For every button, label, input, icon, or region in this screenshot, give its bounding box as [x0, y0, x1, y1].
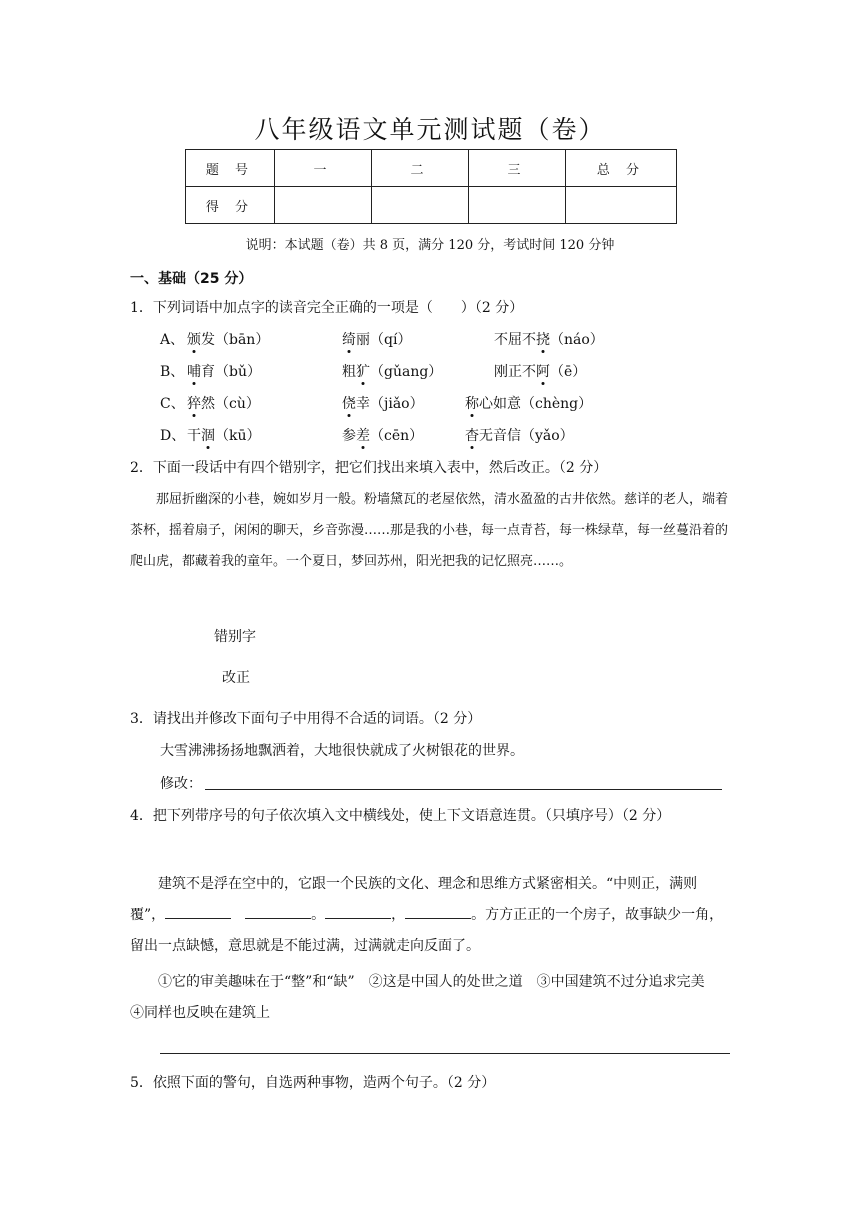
- score-cell: 三: [469, 150, 566, 187]
- score-input-cell[interactable]: [275, 187, 372, 224]
- passage-part-2: 。方方正正的一个房子，故事缺少一角，留出一点缺憾，意思就是不能过满，过满就走向反面了。: [130, 907, 724, 954]
- option-word: 刚正不阿（ē）: [494, 364, 587, 380]
- passage-part-1: 建筑不是浮在空中的，它跟一个民族的文化、理念和思维方式紧密相关。“中则正，满则覆”，: [130, 876, 698, 923]
- score-input-cell[interactable]: [566, 187, 677, 224]
- page-title: 八年级语文单元测试题（卷）: [254, 115, 606, 144]
- score-table-score-row: [186, 187, 677, 224]
- option-word: 绮丽（qí）: [342, 332, 412, 348]
- question-4-options: ①它的审美趣味在于“整”和“缺” ②这是中国人的处世之道 ③中国建筑不过分追求完美 ④同样也反映在建筑上: [130, 974, 719, 1021]
- option-word: 猝然（cù）: [187, 396, 260, 412]
- option-label[interactable]: B、: [160, 364, 185, 380]
- option-word: 干涸（kū）: [187, 428, 261, 444]
- score-cell: 得 分: [186, 187, 275, 224]
- question-4-stem: 4．把下列带序号的句子依次填入文中横线处，使上下文语意连贯。（只填序号）（2 分）: [130, 808, 671, 824]
- question-2-stem: 2．下面一段话中有四个错别字，把它们找出来填入表中，然后改正。（2 分）: [130, 460, 608, 476]
- blank[interactable]: [405, 906, 471, 919]
- score-cell: 二: [372, 150, 469, 187]
- score-cell: 一: [275, 150, 372, 187]
- option-word: 杳无音信（yǎo）: [465, 428, 574, 444]
- option-label[interactable]: A、: [160, 332, 185, 348]
- score-cell: 题 号: [186, 150, 275, 187]
- answer-line[interactable]: [160, 1053, 730, 1054]
- fix-char-label: 改正: [222, 670, 250, 686]
- score-table: [185, 149, 677, 224]
- score-table-header-row: [186, 150, 677, 187]
- question-3-stem: 3．请找出并修改下面句子中用得不合适的词语。（2 分）: [130, 711, 482, 727]
- answer-line[interactable]: [205, 789, 722, 790]
- question-4-passage: 建筑不是浮在空中的，它跟一个民族的文化、理念和思维方式紧密相关。“中则正，满则覆”， 。 ， 。方方正正的一个房子，故事缺少一角，留出一点缺憾，意思就是不能过满，过满就走向反面了。: [130, 876, 724, 954]
- blank[interactable]: [325, 906, 391, 919]
- option-label[interactable]: C、: [160, 396, 185, 412]
- section-heading: 一、基础（25 分）: [130, 271, 253, 287]
- blank[interactable]: [245, 906, 311, 919]
- question-5-stem: 5．依照下面的警句，自选两种事物，造两个句子。（2 分）: [130, 1075, 496, 1091]
- option-word: 颁发（bān）: [187, 332, 270, 348]
- question-1-stem: 1．下列词语中加点字的读音完全正确的一项是（ ）（2 分）: [130, 300, 524, 316]
- question-2-passage: 那屈折幽深的小巷，婉如岁月一般。粉墙黛瓦的老屋依然，清水盈盈的古井依然。慈详的老人，端着茶杯，摇着扇子，闲闲的聊天，乡音弥漫……那是我的小巷，每一点青苔，每一株绿草，每一丝蔓沿着的爬山虎，都藏着我的童年。一个夏日，梦回苏州，阳光把我的记忆照亮……。: [130, 492, 729, 569]
- option-word: 侥幸（jiǎo）: [342, 396, 424, 412]
- score-cell: 总 分: [566, 150, 677, 187]
- option-label[interactable]: D、: [160, 428, 186, 444]
- option-word: 粗犷（gǔang）: [342, 364, 443, 380]
- exam-note: 说明：本试题（卷）共 8 页，满分 120 分，考试时间 120 分钟: [245, 238, 615, 253]
- option-word: 哺育（bǔ）: [187, 364, 261, 380]
- option-word: 不屈不挠（náo）: [494, 332, 604, 348]
- question-3-sentence: 大雪沸沸扬扬地飘洒着，大地很快就成了火树银花的世界。: [160, 743, 524, 759]
- score-input-cell[interactable]: [372, 187, 469, 224]
- blank[interactable]: [165, 906, 231, 919]
- score-input-cell[interactable]: [469, 187, 566, 224]
- wrong-char-label: 错别字: [214, 629, 256, 645]
- option-word: 称心如意（chèng）: [465, 396, 593, 412]
- option-word: 参差（cēn）: [342, 428, 424, 444]
- fix-label: 修改：: [160, 776, 202, 792]
